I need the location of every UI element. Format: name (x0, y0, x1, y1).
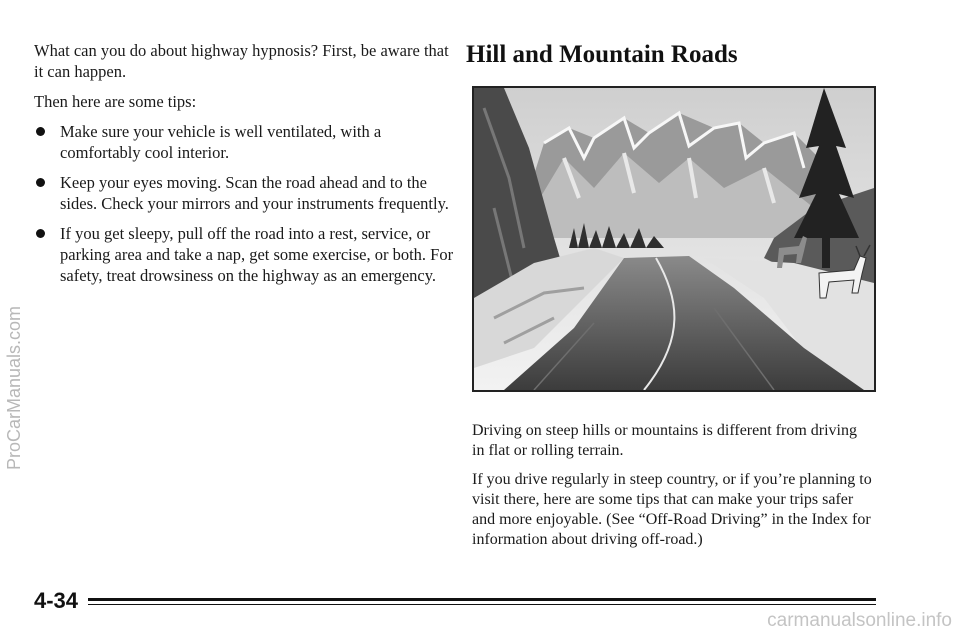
tips-lead: Then here are some tips: (34, 92, 197, 111)
mountain-road-illustration (472, 86, 876, 392)
left-column (34, 40, 454, 295)
tip-text: If you get sleepy, pull off the road into a rest, service, or parking area and take a nap, get some exercise, or both. For safety, treat drowsiness on the highway as an emergency. (60, 224, 454, 285)
section-heading: Hill and Mountain Roads (466, 41, 738, 68)
bullet-icon (36, 127, 45, 136)
footer-rule (88, 598, 876, 601)
body-paragraph: Driving on steep hills or mountains is different from driving in flat or rolling terrain. (472, 422, 857, 459)
footer-rule-thin (88, 604, 876, 605)
tip-text: Keep your eyes moving. Scan the road ahead and to the sides. Check your mirrors and your instruments frequently. (60, 173, 449, 213)
page-number: 4-34 (34, 588, 79, 613)
tip-item (34, 121, 454, 163)
right-column (472, 421, 872, 559)
bottom-watermark: carmanualsonline.info (767, 610, 952, 631)
intro-paragraph: What can you do about highway hypnosis? First, be aware that it can happen. (34, 41, 449, 81)
bullet-icon (36, 178, 45, 187)
tip-item (34, 223, 454, 286)
side-watermark: ProCarManuals.com (4, 305, 24, 470)
body-paragraph: If you drive regularly in steep country, or if you’re planning to visit there, here are some tips that can make your trips safer and more enjoyable. (See “Off-Road Driving” in the Index for information about driving off-road.) (472, 471, 872, 548)
tip-text: Make sure your vehicle is well ventilated, with a comfortably cool interior. (60, 122, 382, 162)
bullet-icon (36, 229, 45, 238)
tips-list (34, 121, 454, 286)
tip-item (34, 172, 454, 214)
